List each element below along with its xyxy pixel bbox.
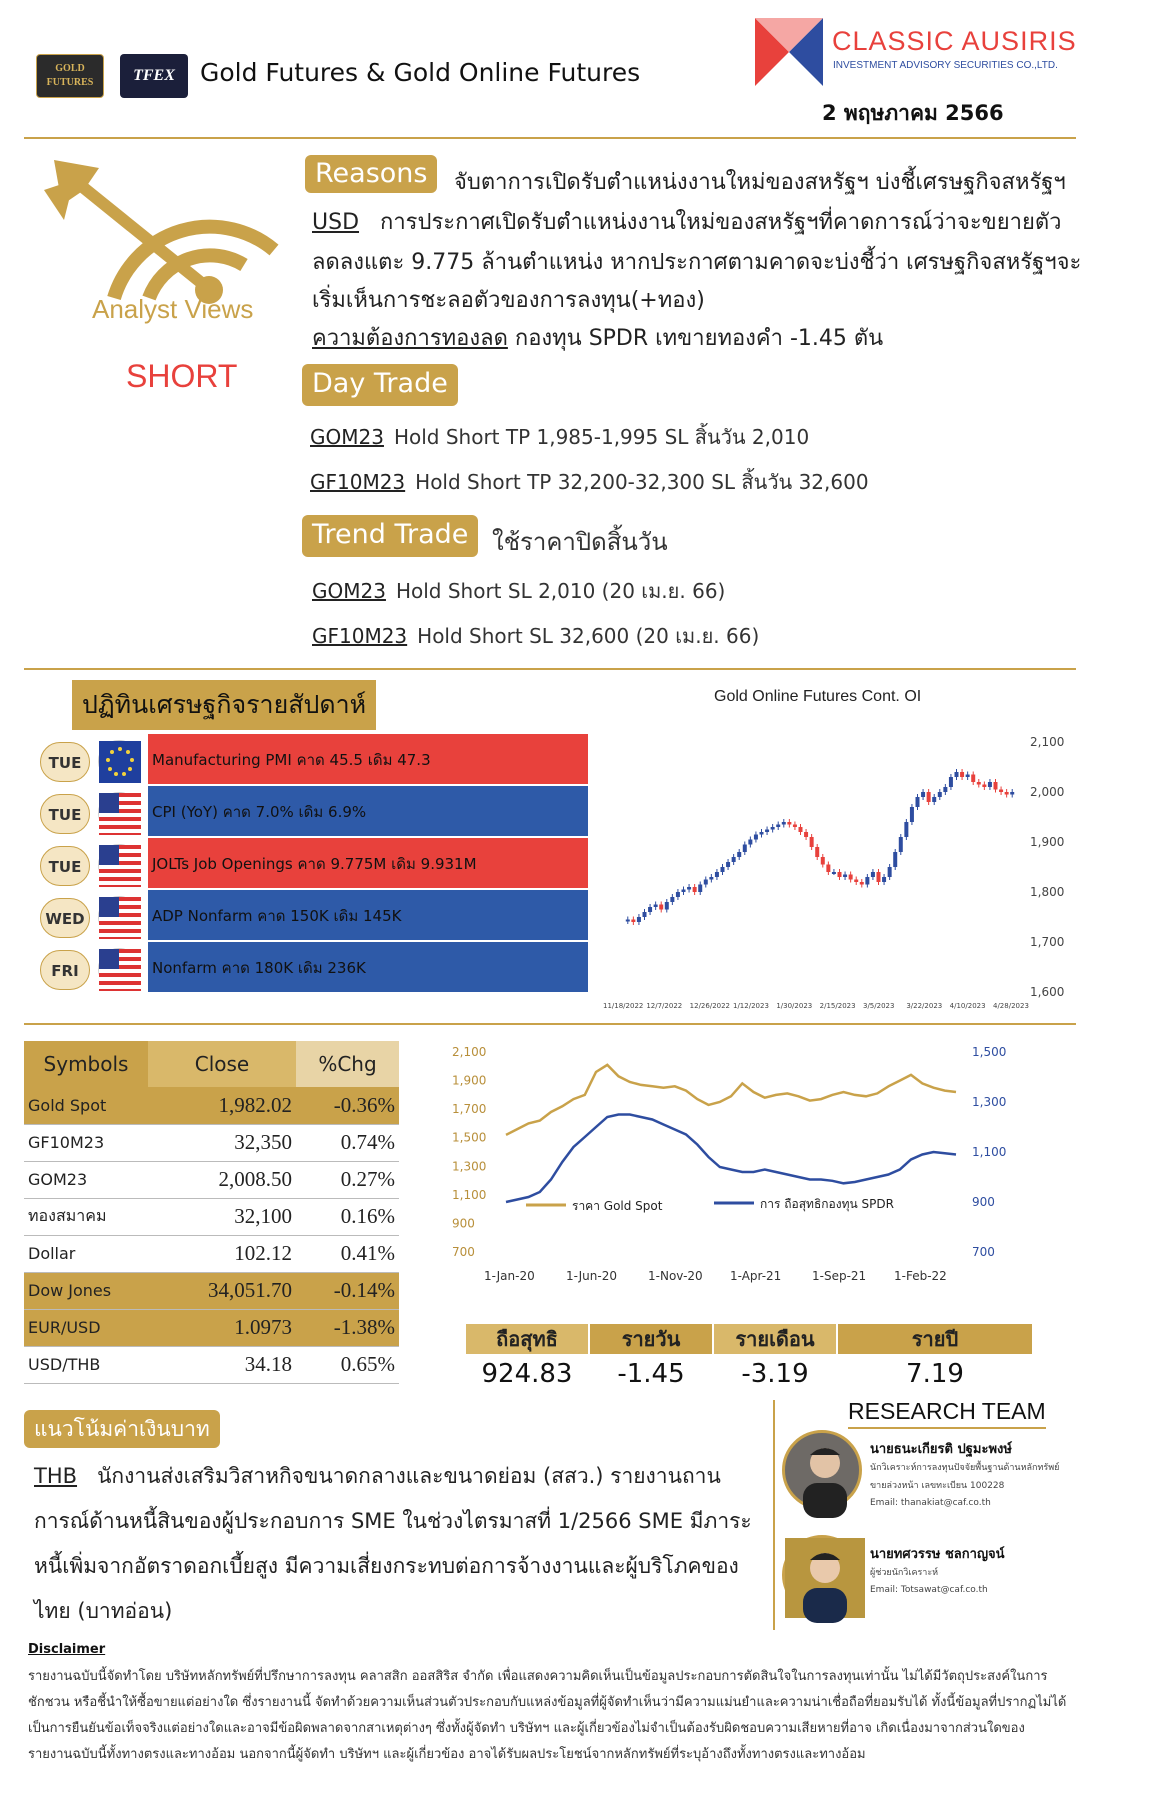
page-title: Gold Futures & Gold Online Futures [200,58,641,87]
y-tick-label: 1,600 [1030,985,1065,999]
calendar-title: ปฏิทินเศรษฐกิจรายสัปดาห์ [72,680,376,730]
x-tick-label: 4/28/2023 [993,1002,1029,1010]
x-tick-label: 12/7/2022 [646,1002,683,1010]
section-divider [24,668,1076,670]
candle-body [1010,792,1014,795]
trend-trade-row: GF10M23 Hold Short SL 32,600 (20 เม.ย. 66) [312,624,760,648]
candle-body [676,892,680,897]
chg-cell: 0.74% [296,1124,399,1161]
spdr-stat-header: ถือสุทธิ [466,1324,588,1354]
avatar [782,1535,862,1615]
trend-trade-tag: Trend Trade [302,515,478,557]
member-email: Email: Totsawat@caf.co.th [870,1585,988,1595]
candle-body [871,872,875,877]
y-left-tick-label: 1,100 [452,1187,487,1202]
table-row [24,1235,399,1272]
close-cell: 32,350 [148,1124,296,1161]
y-left-tick-label: 700 [452,1245,475,1259]
legend-label: ราคา Gold Spot [572,1199,663,1213]
candle-body [849,875,853,880]
reasons-line-3: ลดลงแตะ 9.775 ล้านตำแหน่ง หากประกาศตามคาดจะบ่งชี้ว่า เศรษฐกิจสหรัฐฯจะ [312,250,1082,275]
baht-line-3: หนี้เพิ่มจากอัตราดอกเบี้ยสูง มีความเสี่ยงกระทบต่อการจ้างงานและผู้บริโภคของ [34,1554,739,1578]
spdr-holdings-line [506,1115,956,1203]
symbol-cell: Dollar [24,1235,148,1272]
candle-body [787,822,791,825]
analyst-view-value: SHORT [126,358,238,394]
y-left-tick-label: 1,300 [452,1159,487,1174]
brand-name: CLASSIC AUSIRIS [832,26,1077,56]
candle-body [760,832,764,835]
day-trade-row: GOM23 Hold Short TP 1,985-1,995 SL สิ้นวัน 2,010 [310,425,810,449]
reasons-line-2: USD การประกาศเปิดรับตำแหน่งงานใหม่ของสหรัฐฯที่คาดการณ์ว่าจะขยายตัว [312,210,1062,235]
spdr-stat-value: 7.19 [906,1359,964,1389]
candle-body [704,880,708,885]
symbol-cell: EUR/USD [24,1309,148,1346]
candle-body [882,877,886,882]
candle-body [631,920,635,923]
col-header: Symbols [24,1041,148,1087]
chg-cell: -0.14% [296,1272,399,1309]
y-tick-label: 1,700 [1030,935,1065,949]
usd-label: USD [312,210,360,235]
research-divider [773,1400,775,1630]
x-tick-label: 12/26/2022 [689,1002,731,1010]
candle-body [938,792,942,797]
col-header: Close [148,1041,296,1087]
candle-body [665,902,669,910]
thb-label: THB [34,1464,78,1488]
y-left-tick-label: 2,100 [452,1045,487,1059]
day-trade-row: GF10M23 Hold Short TP 32,200-32,300 SL สิ้นวัน 32,600 [310,470,869,494]
candle-body [810,837,814,847]
calendar-row: TUE Manufacturing PMI คาด 45.5 เดิม 47.3 [40,734,600,784]
symbol-cell: Gold Spot [24,1087,148,1124]
baht-line-2: การณ์ด้านหนี้สินของผู้ประกอบการ SME ในช่วงไตรมาสที่ 1/2566 SME มีภาระ [34,1509,752,1533]
calendar-row: TUE CPI (YoY) คาด 7.0% เดิม 6.9% [40,786,600,836]
symbol-cell: ทองสมาคม [24,1198,148,1235]
candle-body [654,905,658,908]
candle-body [960,772,964,777]
candle-body [988,782,992,787]
research-team-title: RESEARCH TEAM [848,1398,1046,1429]
disclaimer-line: ชักชวน หรือชี้นำให้ซื้อขายแต่อย่างใด ซึ่งรายงานนี้ จัดทำด้วยความเห็นส่วนตัวประกอบกับแหล่งข้อมูลที่ผู้จัดทำเห็นว่ามีความแม่นยำและความน่าเชื่อถือที่ยอมรับได้ ทั้งนี้ข้อมูลที่ปรากฏไม่ได้ [28,1695,1067,1710]
reasons-line-4: เริ่มเห็นการชะลอตัวของการลงทุน(+ทอง) [312,288,705,313]
x-tick-label: 2/15/2023 [819,1002,856,1010]
candle-body [765,830,769,833]
spdr-stat-value: -1.45 [617,1359,685,1389]
close-cell: 1,982.02 [148,1087,296,1124]
y-left-tick-label: 900 [452,1216,475,1231]
table-row [24,1346,399,1383]
spdr-stat-value: -3.19 [741,1359,809,1389]
candle-body [793,825,797,828]
close-cell: 34,051.70 [148,1272,296,1309]
candle-body [865,877,869,885]
us-flag-icon [98,844,140,886]
baht-line-1: THB นักงานส่งเสริมวิสาหกิจขนาดกลางและขนาดย่อม (สสว.) รายงานถาน [34,1464,721,1488]
candle-body [626,920,630,922]
candle-body [949,777,953,787]
disclaimer-line: รายงานฉบับนี้จัดทำโดย บริษัทหลักทรัพย์ที่ปรึกษาการลงทุน คลาสสิก ออสสิริส จำกัด เพื่อแสดงความคิดเห็นเป็นข้อมูลประกอบการตัดสินใจในการลงทุนเท่านั้น ไม่ได้มีวัตถุประสงค์ในการ [28,1669,1048,1684]
candle-body [776,825,780,828]
candle-body [999,790,1003,793]
chg-cell: -0.36% [296,1087,399,1124]
candle-body [826,865,830,873]
x-tick-label: 1/30/2023 [776,1002,813,1010]
candle-body [982,785,986,788]
candle-body [916,797,920,807]
candle-body [804,832,808,837]
symbol-cell: GF10M23 [24,1124,148,1161]
x-tick-label: 1-Feb-22 [894,1269,947,1283]
reasons-tag: Reasons [305,155,437,193]
y-left-tick-label: 1,900 [452,1073,487,1088]
candle-body [854,880,858,883]
y-right-tick-label: 700 [972,1245,995,1259]
candle-body [743,845,747,853]
x-tick-label: 3/5/2023 [863,1002,895,1010]
calendar-row: TUE JOLTs Job Openings คาด 9.775M เดิม 9.931M [40,838,600,888]
us-flag-icon [98,792,140,834]
symbol-cell: GOM23 [24,1161,148,1198]
chg-cell: 0.65% [296,1346,399,1383]
member-role: นักวิเคราะห์การลงทุนปัจจัยพื้นฐานด้านหลักทรัพย์ [870,1463,1060,1473]
y-tick-label: 1,900 [1030,835,1065,849]
us-flag-icon [98,948,140,990]
x-tick-label: 1/12/2023 [733,1002,769,1010]
x-tick-label: 11/18/2022 [603,1002,644,1010]
legend-label: การ ถือสุทธิกองทุน SPDR [760,1197,894,1211]
close-cell: 1.0973 [148,1309,296,1346]
chg-cell: 0.16% [296,1198,399,1235]
candle-body [748,840,752,845]
gold-spdr-line-chart [446,1030,1006,1290]
col-header: %Chg [296,1041,399,1087]
trend-trade-note: ใช้ราคาปิดสิ้นวัน [492,528,668,556]
member-email: Email: thanakiat@caf.co.th [870,1498,991,1508]
x-tick-label: 1-Jan-20 [484,1269,535,1283]
y-right-tick-label: 1,300 [972,1095,1007,1109]
spdr-stat-header: รายปี [838,1324,1032,1354]
y-left-tick-label: 1,700 [452,1102,487,1117]
x-tick-label: 1-Jun-20 [566,1269,617,1283]
eu-flag-icon [98,740,140,782]
x-tick-label: 1-Apr-21 [730,1269,782,1283]
disclaimer-title: Disclaimer [28,1642,106,1657]
baht-trend-tag: แนวโน้มค่าเงินบาท [24,1410,220,1448]
chg-cell: 0.41% [296,1235,399,1272]
candle-body [838,872,842,877]
table-row [24,1198,399,1235]
candle-body [732,857,736,862]
gold-futures-logo: GOLD FUTURES [36,54,104,98]
calendar-row: FRI Nonfarm คาด 180K เดิม 236K [40,942,600,992]
disclaimer-line: เป็นการยืนยันข้อเท็จจริงแต่อย่างใดและอาจมีข้อผิดพลาดจากสาเหตุต่างๆ ซึ่งทั้งผู้จัดทำ บริษัทฯ และผู้เกี่ยวข้องไม่จำเป็นต้องรับผิดชอบความเสียหายที่อาจ เกิดเนื่องมาจากส่วนใดของ [28,1721,1025,1736]
section-divider [24,1023,1076,1025]
spdr-stat-header: รายวัน [590,1324,712,1354]
candle-body [821,857,825,865]
candle-body [904,822,908,837]
brand-subtitle: INVESTMENT ADVISORY SECURITIES CO.,LTD. [833,60,1058,71]
candle-body [888,867,892,877]
y-tick-label: 1,800 [1030,885,1065,899]
classic-ausiris-logo-mark [755,18,823,86]
candle-body [637,917,641,922]
x-tick-label: 4/10/2023 [949,1002,986,1010]
y-tick-label: 2,100 [1030,735,1065,749]
x-tick-label: 3/22/2023 [906,1002,943,1010]
candle-body [877,872,881,882]
member-role: ผู้ช่วยนักวิเคราะห์ [870,1568,939,1578]
candle-body [782,822,786,825]
candle-body [932,797,936,802]
candle-body [899,837,903,852]
table-row [24,1161,399,1198]
close-cell: 102.12 [148,1235,296,1272]
y-tick-label: 2,000 [1030,785,1065,799]
spdr-stat-header: รายเดือน [714,1324,836,1354]
spdr-stat-value: 924.83 [481,1359,573,1389]
candle-body [921,792,925,797]
candle-body [815,847,819,857]
candle-body [682,890,686,893]
avatar [782,1430,862,1510]
candle-body [693,887,697,892]
candlestick-chart [600,720,1065,1010]
y-right-tick-label: 1,500 [972,1045,1007,1059]
symbol-cell: Dow Jones [24,1272,148,1309]
chg-cell: -1.38% [296,1309,399,1346]
symbol-cell: USD/THB [24,1346,148,1383]
candle-body [843,875,847,878]
candle-body [687,887,691,890]
x-tick-label: 1-Nov-20 [648,1269,703,1283]
candle-body [971,775,975,783]
member-line: ขายล่วงหน้า เลขทะเบียน 100228 [870,1481,1005,1491]
table-row [24,1272,399,1309]
close-cell: 2,008.50 [148,1161,296,1198]
disclaimer-line: รายงานฉบับนี้ทั้งทางตรงและทางอ้อม นอกจากนี้ผู้จัดทำ บริษัทฯ และผู้เกี่ยวข้อง อาจได้รับผลประโยชน์จากหลักทรัพย์ที่ระบุอ้างถึงทั้งทางตรงและทางอ้อม [28,1747,866,1762]
x-tick-label: 1-Sep-21 [812,1269,867,1283]
candle-body [648,907,652,912]
candle-body [927,792,931,802]
candle-body [737,852,741,857]
candle-body [698,885,702,893]
y-right-tick-label: 1,100 [972,1145,1007,1159]
candle-body [643,912,647,917]
day-trade-tag: Day Trade [302,364,458,406]
baht-line-4: ไทย (บาทอ่อน) [34,1599,173,1623]
candle-body [994,782,998,790]
demand-label: ความต้องการทองลด [312,326,508,351]
tfex-logo: TFEX [120,54,188,98]
candle-body [721,867,725,872]
candle-body [1005,792,1009,795]
calendar-row: WED ADP Nonfarm คาด 150K เดิม 145K [40,890,600,940]
candle-body [955,772,959,777]
target-arrow-icon [44,150,284,300]
y-left-tick-label: 1,500 [452,1130,487,1145]
us-flag-icon [98,896,140,938]
candle-body [709,877,713,880]
candle-body [670,897,674,902]
candle-body [943,787,947,792]
chg-cell: 0.27% [296,1161,399,1198]
y-right-tick-label: 900 [972,1195,995,1209]
table-row [24,1124,399,1161]
report-date: 2 พฤษภาคม 2566 [822,101,1004,125]
analyst-views-label: Analyst Views [92,294,254,324]
close-cell: 32,100 [148,1198,296,1235]
candle-body [715,872,719,877]
table-row [24,1087,399,1124]
header-divider [24,137,1076,139]
candle-body [893,852,897,867]
candle-body [726,862,730,867]
candle-body [977,782,981,785]
gold-spot-line [506,1065,956,1135]
candle-body [966,775,970,778]
candle-body [799,827,803,832]
member-name: นายธนะเกียรติ ปฐมะพงษ์ [870,1442,1012,1457]
candle-body [860,882,864,885]
candle-body [771,827,775,830]
reasons-line-1: จับตาการเปิดรับตำแหน่งงานใหม่ของสหรัฐฯ บ่งชี้เศรษฐกิจสหรัฐฯ [454,170,1066,195]
member-name: นายทศวรรษ ชลกาญจน์ [870,1547,1005,1562]
trend-trade-row: GOM23 Hold Short SL 2,010 (20 เม.ย. 66) [312,579,726,603]
close-cell: 34.18 [148,1346,296,1383]
candle-body [659,905,663,910]
candle-body [754,835,758,840]
oi-chart-title: Gold Online Futures Cont. OI [714,688,922,705]
table-row [24,1309,399,1346]
reasons-line-5: ความต้องการทองลด กองทุน SPDR เทขายทองคำ -1.45 ตัน [312,326,884,351]
symbols-table [24,1041,399,1384]
candle-body [832,872,836,874]
candle-body [910,807,914,822]
